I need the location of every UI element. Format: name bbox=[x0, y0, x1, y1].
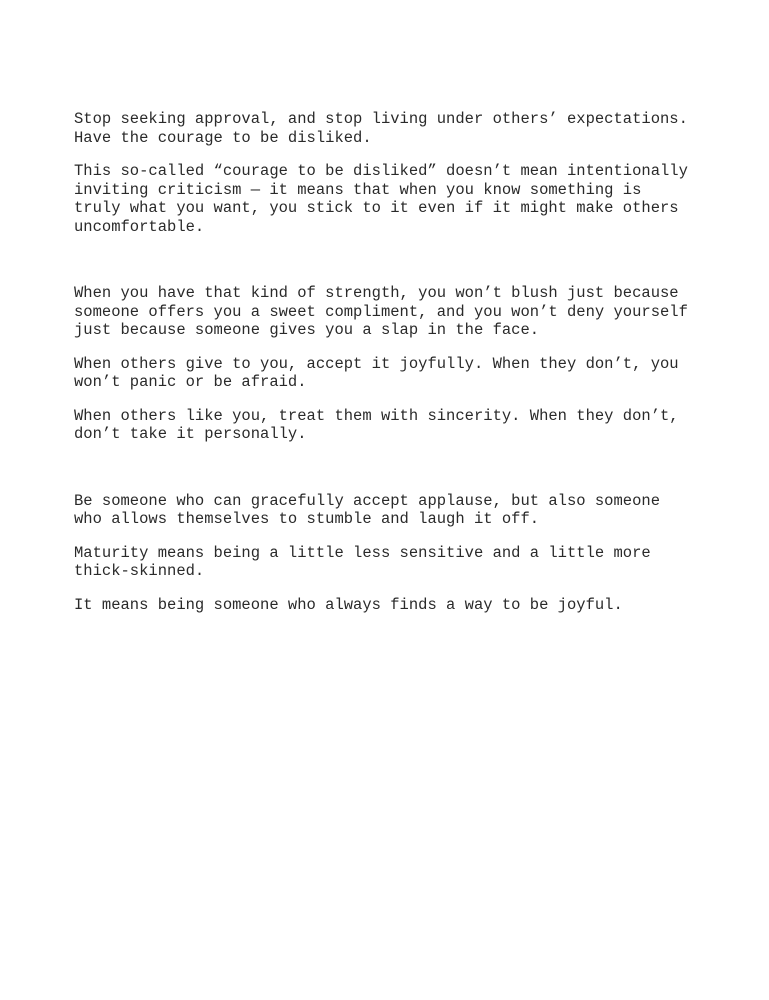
section-1 bbox=[74, 110, 714, 236]
section-spacer bbox=[74, 251, 714, 284]
section-2 bbox=[74, 284, 714, 444]
paragraph: Be someone who can gracefully accept applause, but also someone who allows themselves to stumble and laugh it off. bbox=[74, 491, 660, 528]
document-page bbox=[74, 110, 714, 629]
paragraph: It means being someone who always finds a way to be joyful. bbox=[74, 595, 623, 614]
paragraph: When others give to you, accept it joyfully. When they don’t, you won’t panic or be afraid. bbox=[74, 354, 679, 391]
paragraph: When you have that kind of strength, you won’t blush just because someone offers you a sweet compliment, and you won’t deny yourself just because someone gives you a slap in the face. bbox=[74, 284, 688, 339]
section-3 bbox=[74, 492, 714, 615]
paragraph: Stop seeking approval, and stop living under others’ expectations. Have the courage to be disliked. bbox=[74, 110, 688, 147]
paragraph: When others like you, treat them with sincerity. When they don’t, don’t take it personally. bbox=[74, 406, 679, 443]
paragraph: This so-called “courage to be disliked” doesn’t mean intentionally inviting criticism — it means that when you know something is truly what you want, you stick to it even if it might make others uncomfortable. bbox=[74, 162, 688, 236]
paragraph: Maturity means being a little less sensitive and a little more thick-skinned. bbox=[74, 543, 651, 580]
section-spacer bbox=[74, 459, 714, 492]
